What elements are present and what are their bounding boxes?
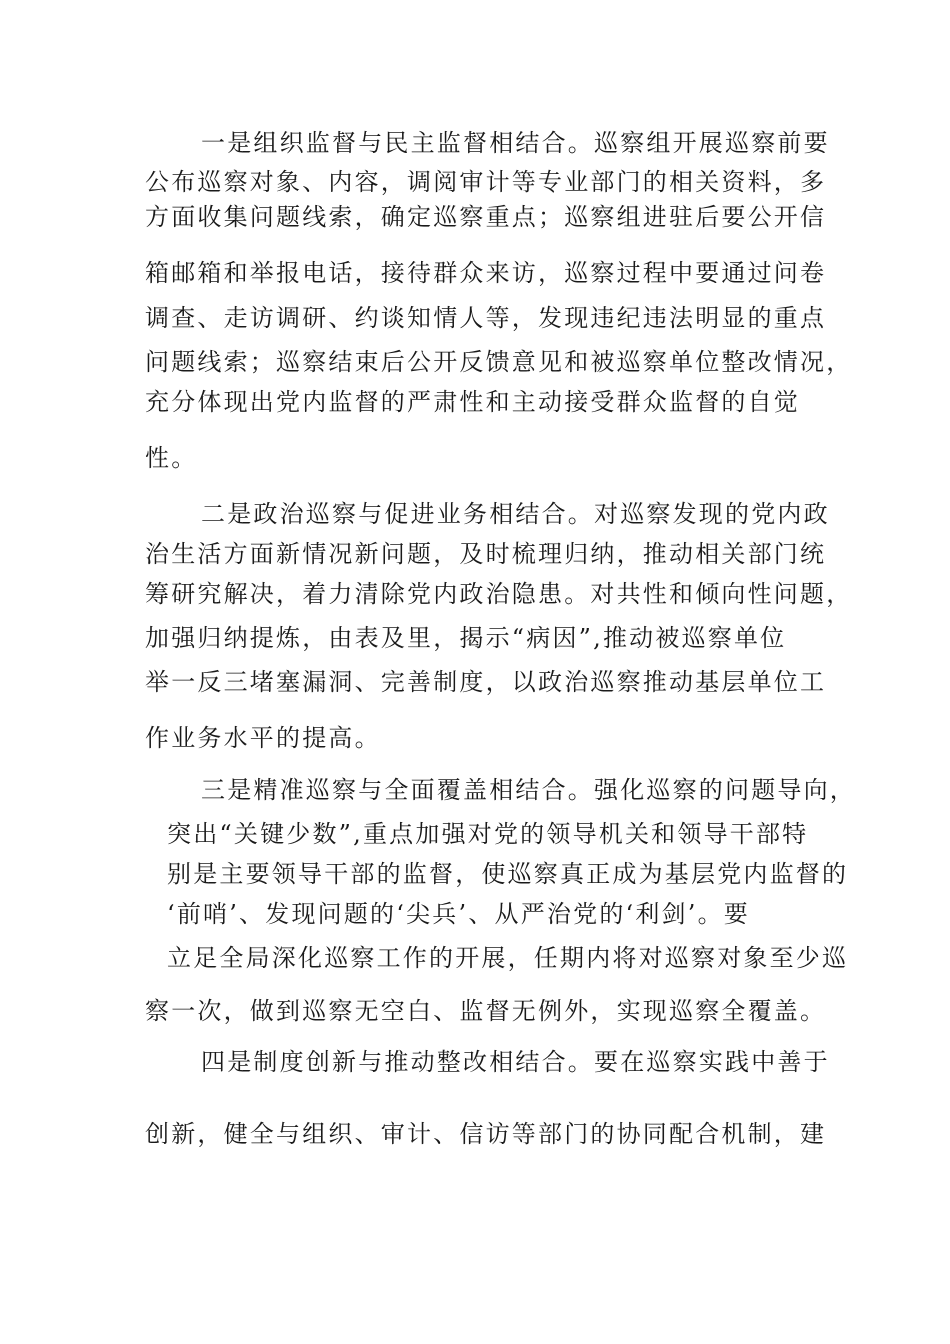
text-line: 调查、走访调研、约谈知情人等，发现违纪违法明显的重点: [145, 304, 827, 332]
text-line: 方面收集问题线索，确定巡察重点；巡察组进驻后要公开信: [145, 203, 827, 231]
text-line: 立足全局深化巡察工作的开展，任期内将对巡察对象至少巡: [167, 944, 849, 972]
text-line: 充分体现出党内监督的严肃性和主动接受群众监督的自觉: [145, 388, 800, 416]
text-line: 筹研究解决，着力清除党内政治隐患。对共性和倾向性问题，: [145, 580, 853, 608]
text-line: 公布巡察对象、内容，调阅审计等专业部门的相关资料，多: [145, 168, 827, 196]
text-line: 性。: [145, 444, 198, 472]
text-line: 问题线索；巡察结束后公开反馈意见和被巡察单位整改情况，: [145, 348, 853, 376]
text-line: 加强归纳提炼，由表及里，揭示“病因”,推动被巡察单位: [145, 624, 787, 652]
text-line: 别是主要领导干部的监督，使巡察真正成为基层党内监督的: [167, 860, 849, 888]
text-line: 四是制度创新与推动整改相结合。要在巡察实践中善于: [201, 1048, 830, 1076]
text-line: ‘前哨’、发现问题的‘尖兵’、从严治党的‘利剑’。要: [167, 900, 750, 928]
text-line: 二是政治巡察与促进业务相结合。对巡察发现的党内政: [201, 500, 830, 528]
text-line: 突出“关键少数”,重点加强对党的领导机关和领导干部特: [167, 820, 809, 848]
text-line: 治生活方面新情况新问题，及时梳理归纳，推动相关部门统: [145, 540, 827, 568]
text-line: 一是组织监督与民主监督相结合。巡察组开展巡察前要: [201, 129, 830, 157]
text-line: 箱邮箱和举报电话，接待群众来访，巡察过程中要通过问卷: [145, 259, 827, 287]
text-line: 三是精准巡察与全面覆盖相结合。强化巡察的问题导向，: [201, 776, 856, 804]
text-line: 察一次，做到巡察无空白、监督无例外，实现巡察全覆盖。: [145, 997, 827, 1025]
text-line: 创新，健全与组织、审计、信访等部门的协同配合机制，建: [145, 1120, 827, 1148]
text-line: 举一反三堵塞漏洞、完善制度，以政治巡察推动基层单位工: [145, 668, 827, 696]
text-line: 作业务水平的提高。: [145, 724, 381, 752]
